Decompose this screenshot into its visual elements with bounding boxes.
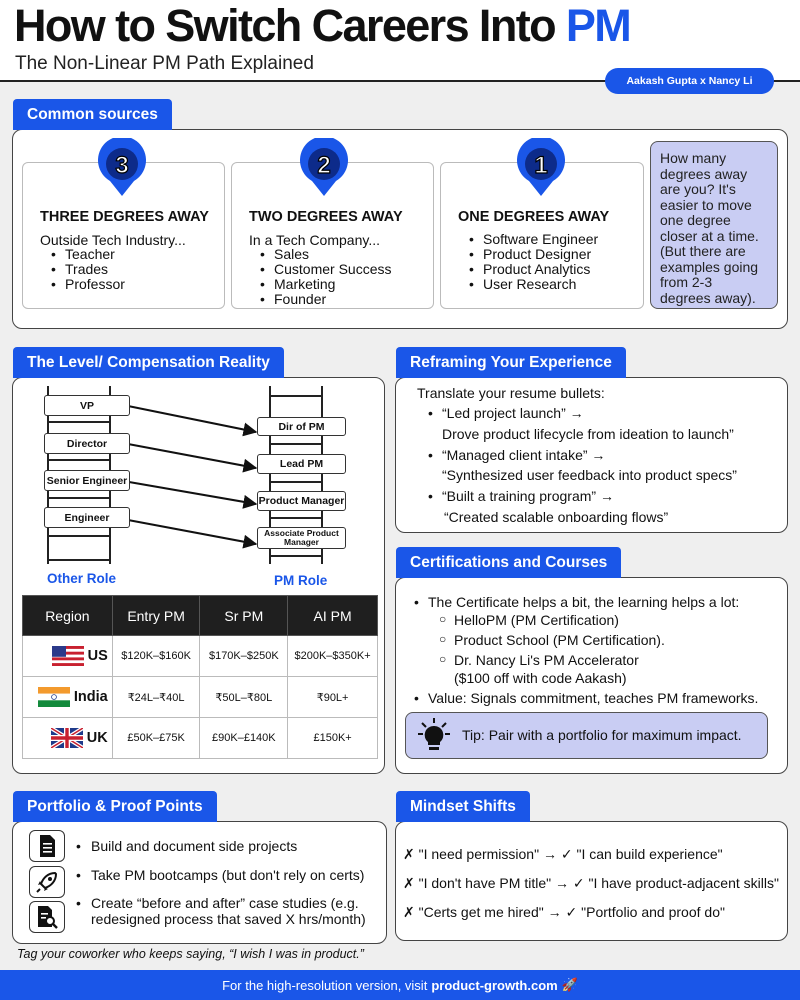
list-item: • User Research [458, 277, 598, 292]
degree-list [458, 232, 598, 292]
compensation-tab: The Level/ Compensation Reality [13, 347, 284, 378]
list-item: • Professor [40, 277, 125, 292]
reframe-before: “Led project launch” → [442, 405, 584, 421]
list-bullet: ○ [439, 652, 447, 666]
table-row [23, 636, 378, 677]
salary-cell: $200K–$350K+ [288, 636, 378, 677]
us-flag-icon [52, 646, 84, 666]
tagline: Tag your coworker who keeps saying, “I wish I was in product.” [17, 947, 364, 961]
list-bullet: • [414, 594, 419, 610]
list-item: • Trades [40, 262, 125, 277]
role-box-dir-of-pm: Dir of PM [257, 417, 346, 436]
region-cell: US [23, 636, 113, 677]
degree-title: TWO DEGREES AWAY [249, 209, 403, 225]
list-item: • Software Engineer [458, 232, 598, 247]
salary-cell: £90K–£140K [200, 718, 288, 759]
portfolio-item: Take PM bootcamps (but don't rely on certs) [91, 867, 365, 883]
reframe-after: Drove product lifecycle from ideation to launch” [442, 426, 734, 442]
column-header: Sr PM [200, 596, 288, 636]
table-row [23, 718, 378, 759]
rocket-emoji-icon: 🚀 [561, 977, 578, 992]
list-bullet: • [428, 447, 433, 463]
check-icon: ✓ [565, 904, 578, 920]
column-header: Entry PM [112, 596, 200, 636]
column-header: AI PM [288, 596, 378, 636]
cert-item: Dr. Nancy Li's PM Accelerator [454, 652, 639, 668]
check-icon: ✓ [572, 875, 585, 891]
portfolio-item: Create “before and after” case studies (e.g. [91, 895, 359, 911]
mindset-shift: ✗ "I don't have PM title" → ✓ "I have product-adjacent skills" [403, 875, 779, 891]
list-item: • Marketing [249, 277, 391, 292]
portfolio-tab: Portfolio & Proof Points [13, 791, 217, 822]
degree-title: ONE DEGREES AWAY [458, 209, 610, 225]
salary-cell: £150K+ [288, 718, 378, 759]
check-icon: ✓ [560, 846, 573, 862]
degree-intro: Outside Tech Industry... [40, 232, 186, 248]
reframing-intro: Translate your resume bullets: [417, 385, 605, 401]
lightbulb-icon [418, 718, 450, 752]
degree-list [40, 247, 125, 292]
cross-icon: ✗ [403, 904, 415, 920]
degree-list [249, 247, 391, 307]
list-bullet: • [76, 867, 81, 883]
role-box-director: Director [44, 433, 130, 454]
degrees-note: How many degrees away are you? It's easier to move one degree closer at a time. (But there are examples going from 2-3 degrees away). [650, 141, 778, 309]
table-row [23, 677, 378, 718]
portfolio-item-continued: redesigned process that saved X hrs/month) [91, 911, 366, 927]
page-subtitle: The Non-Linear PM Path Explained [15, 53, 314, 74]
uk-flag-icon [51, 728, 83, 748]
mindset-shift: ✗ "Certs get me hired" → ✓ "Portfolio and proof do" [403, 904, 725, 920]
common-sources-tab: Common sources [13, 99, 172, 130]
list-item: • Teacher [40, 247, 125, 262]
compensation-table [22, 595, 378, 759]
region-cell: India [23, 677, 113, 718]
list-item: • Customer Success [249, 262, 391, 277]
column-header: Region [23, 596, 113, 636]
salary-cell: ₹24L–₹40L [112, 677, 200, 718]
degree-intro: In a Tech Company... [249, 232, 380, 248]
cert-item: HelloPM (PM Certification) [454, 612, 619, 628]
reframing-tab: Reframing Your Experience [396, 347, 626, 378]
salary-cell: ₹50L–₹80L [200, 677, 288, 718]
page-title: How to Switch Careers Into PM [14, 0, 631, 51]
document-icon [29, 830, 65, 862]
salary-cell: $120K–$160K [112, 636, 200, 677]
role-box-associate-pm: Associate Product Manager [257, 527, 346, 549]
degree-pin-icon [297, 138, 351, 198]
role-box-senior-engineer: Senior Engineer [44, 470, 130, 491]
list-bullet: • [76, 838, 81, 854]
list-item: • Product Designer [458, 247, 598, 262]
salary-cell: $170K–$250K [200, 636, 288, 677]
cross-icon: ✗ [403, 846, 415, 862]
cross-icon: ✗ [403, 875, 415, 891]
list-bullet: • [428, 405, 433, 421]
degree-title: THREE DEGREES AWAY [40, 209, 209, 225]
reframe-after: “Synthesized user feedback into product specs” [442, 467, 737, 483]
certifications-tab: Certifications and Courses [396, 547, 621, 578]
tip-text: Tip: Pair with a portfolio for maximum impact. [462, 727, 742, 743]
india-flag-icon [38, 687, 70, 707]
rocket-icon [29, 866, 65, 898]
title-accent: PM [565, 0, 631, 51]
search-document-icon [29, 901, 65, 933]
list-bullet: • [428, 488, 433, 504]
footer-bar [0, 970, 800, 1000]
reframe-before: “Built a training program” → [442, 488, 614, 504]
degree-number: 2 [317, 152, 331, 179]
list-bullet: • [76, 895, 81, 911]
footer-text: For the high-resolution version, visit [222, 977, 428, 993]
role-box-product-manager: Product Manager [257, 491, 346, 511]
other-role-label: Other Role [47, 571, 117, 586]
list-item: • Sales [249, 247, 391, 262]
role-box-vp: VP [44, 395, 130, 416]
degree-pin-icon [95, 138, 149, 198]
salary-cell: ₹90L+ [288, 677, 378, 718]
list-item: • Product Analytics [458, 262, 598, 277]
footer-link[interactable]: product-growth.com [431, 977, 558, 993]
portfolio-item: Build and document side projects [91, 838, 298, 854]
reframe-before: “Managed client intake” → [442, 447, 606, 463]
authors-badge: Aakash Gupta x Nancy Li [605, 68, 774, 94]
cert-item: Product School (PM Certification). [454, 632, 665, 648]
pm-role-label: PM Role [274, 573, 328, 588]
list-bullet: ○ [439, 612, 447, 626]
cert-discount: ($100 off with code Aakash) [454, 670, 627, 686]
cert-value: Value: Signals commitment, teaches PM frameworks. [428, 690, 759, 706]
salary-cell: £50K–£75K [112, 718, 200, 759]
degree-number: 3 [115, 152, 129, 179]
list-bullet: • [414, 690, 419, 706]
table-header-row [23, 596, 378, 636]
degree-pin-icon [514, 138, 568, 198]
reframe-after: “Created scalable onboarding flows” [444, 509, 669, 525]
role-box-engineer: Engineer [44, 507, 130, 528]
list-bullet: ○ [439, 632, 447, 646]
cert-intro: The Certificate helps a bit, the learning helps a lot: [428, 594, 740, 610]
mindset-shift: ✗ "I need permission" → ✓ "I can build experience" [403, 846, 723, 862]
region-cell: UK [23, 718, 113, 759]
role-box-lead-pm: Lead PM [257, 454, 346, 474]
mindset-tab: Mindset Shifts [396, 791, 530, 822]
degree-number: 1 [534, 152, 548, 179]
list-item: • Founder [249, 292, 391, 307]
